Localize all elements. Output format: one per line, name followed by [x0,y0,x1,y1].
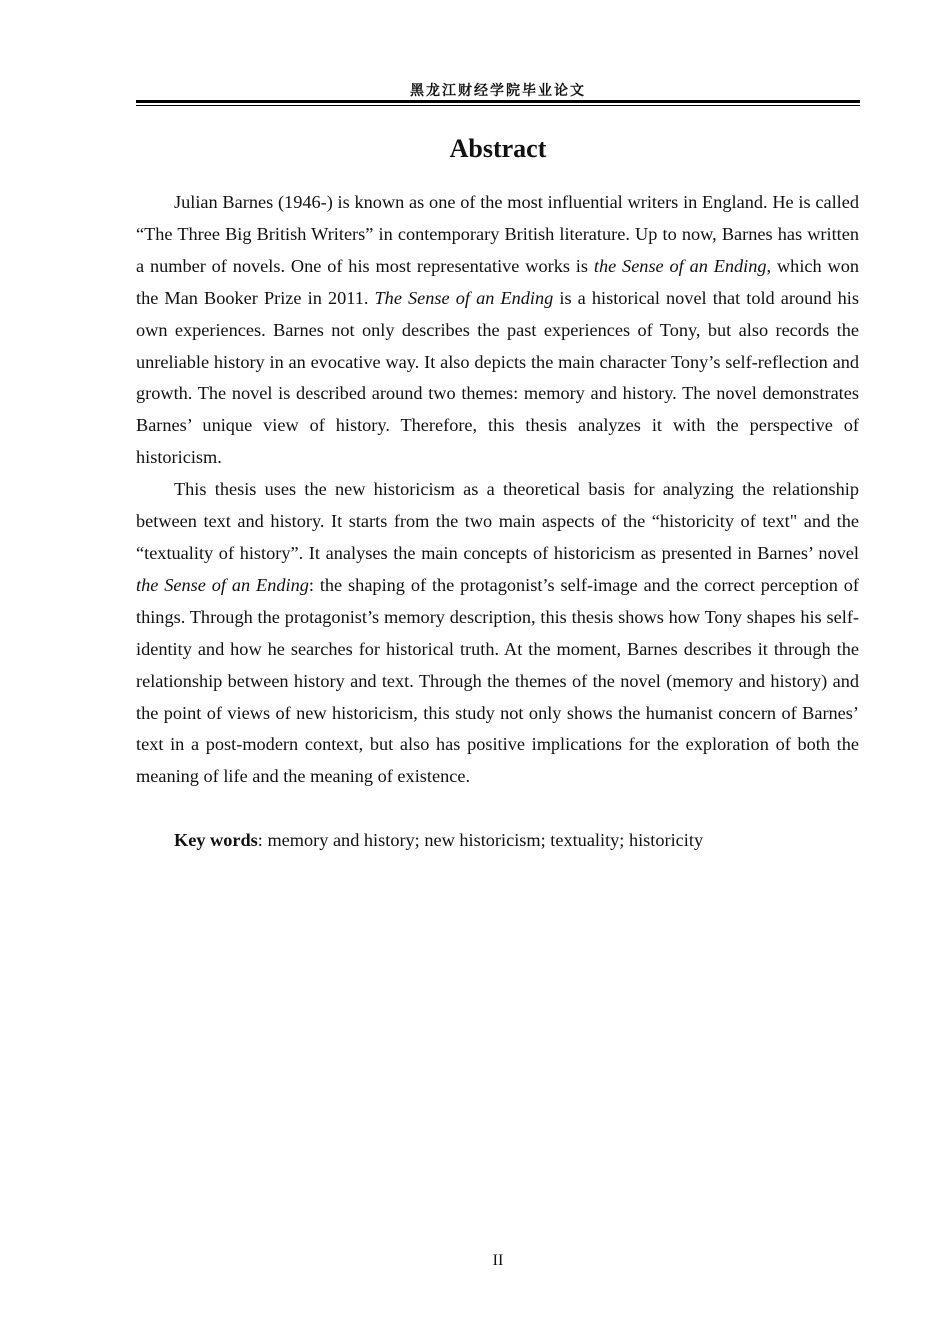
abstract-title: Abstract [449,134,547,163]
italic-title-run: the Sense of an Ending [136,574,309,595]
running-header: 黑龙江财经学院毕业论文 [410,83,586,99]
keywords-line [136,825,860,857]
header-rule-thin [136,105,860,106]
text-run: : the shaping of the protagonist’s self-image and the correct perception of things. Through the protagonist’s memory description, this thesis shows how Tony shapes his self-identity and how he searches for historical truth. At the moment, Barnes describes it through the relationship between history and text. Through the themes of the novel (memory and history) and the point of views of new historicism, this study not only shows the humanist concern of Barnes’ text in a post-modern context, but also has positive implications for the exploration of both the meaning of life and the meaning of existence. [136,574,859,787]
italic-title-run: the Sense of an Ending [593,255,767,276]
text-run: is a historical novel that told around his own experiences. Barnes not only describes the past experiences of Tony, but also records the unreliable history in an evocative way. It also depicts the main character Tony’s self-reflection and growth. The novel is described around two themes: memory and history. The novel demonstrates Barnes’ unique view of history. Therefore, this thesis analyzes it with the perspective of historicism. [136,287,859,468]
header-rule-thick [136,100,860,103]
italic-title-run: The Sense of an Ending [374,287,554,308]
abstract-paragraph-1 [136,187,859,474]
text-run: , which won the Man Booker Prize in 2011. [136,255,859,308]
abstract-body [136,187,859,793]
keywords-text: : memory and history; new historicism; textuality; historicity [257,830,704,850]
abstract-paragraph-2 [136,474,859,793]
text-run: Julian Barnes (1946-) is known as one of the most influential writers in England. He is called “The Three Big British Writers” in contemporary British literature. Up to now, Barnes has written a number of novels. One of his most representative works is [136,192,859,276]
text-run: This thesis uses the new historicism as a theoretical basis for analyzing the relationship between text and history. It starts from the two main aspects of the “historicity of text" and the “textuality of history”. It analyses the main concepts of historicism as presented in Barnes’ novel [136,479,859,563]
keywords-label: Key words [174,830,258,850]
page-number: II [492,1252,504,1269]
